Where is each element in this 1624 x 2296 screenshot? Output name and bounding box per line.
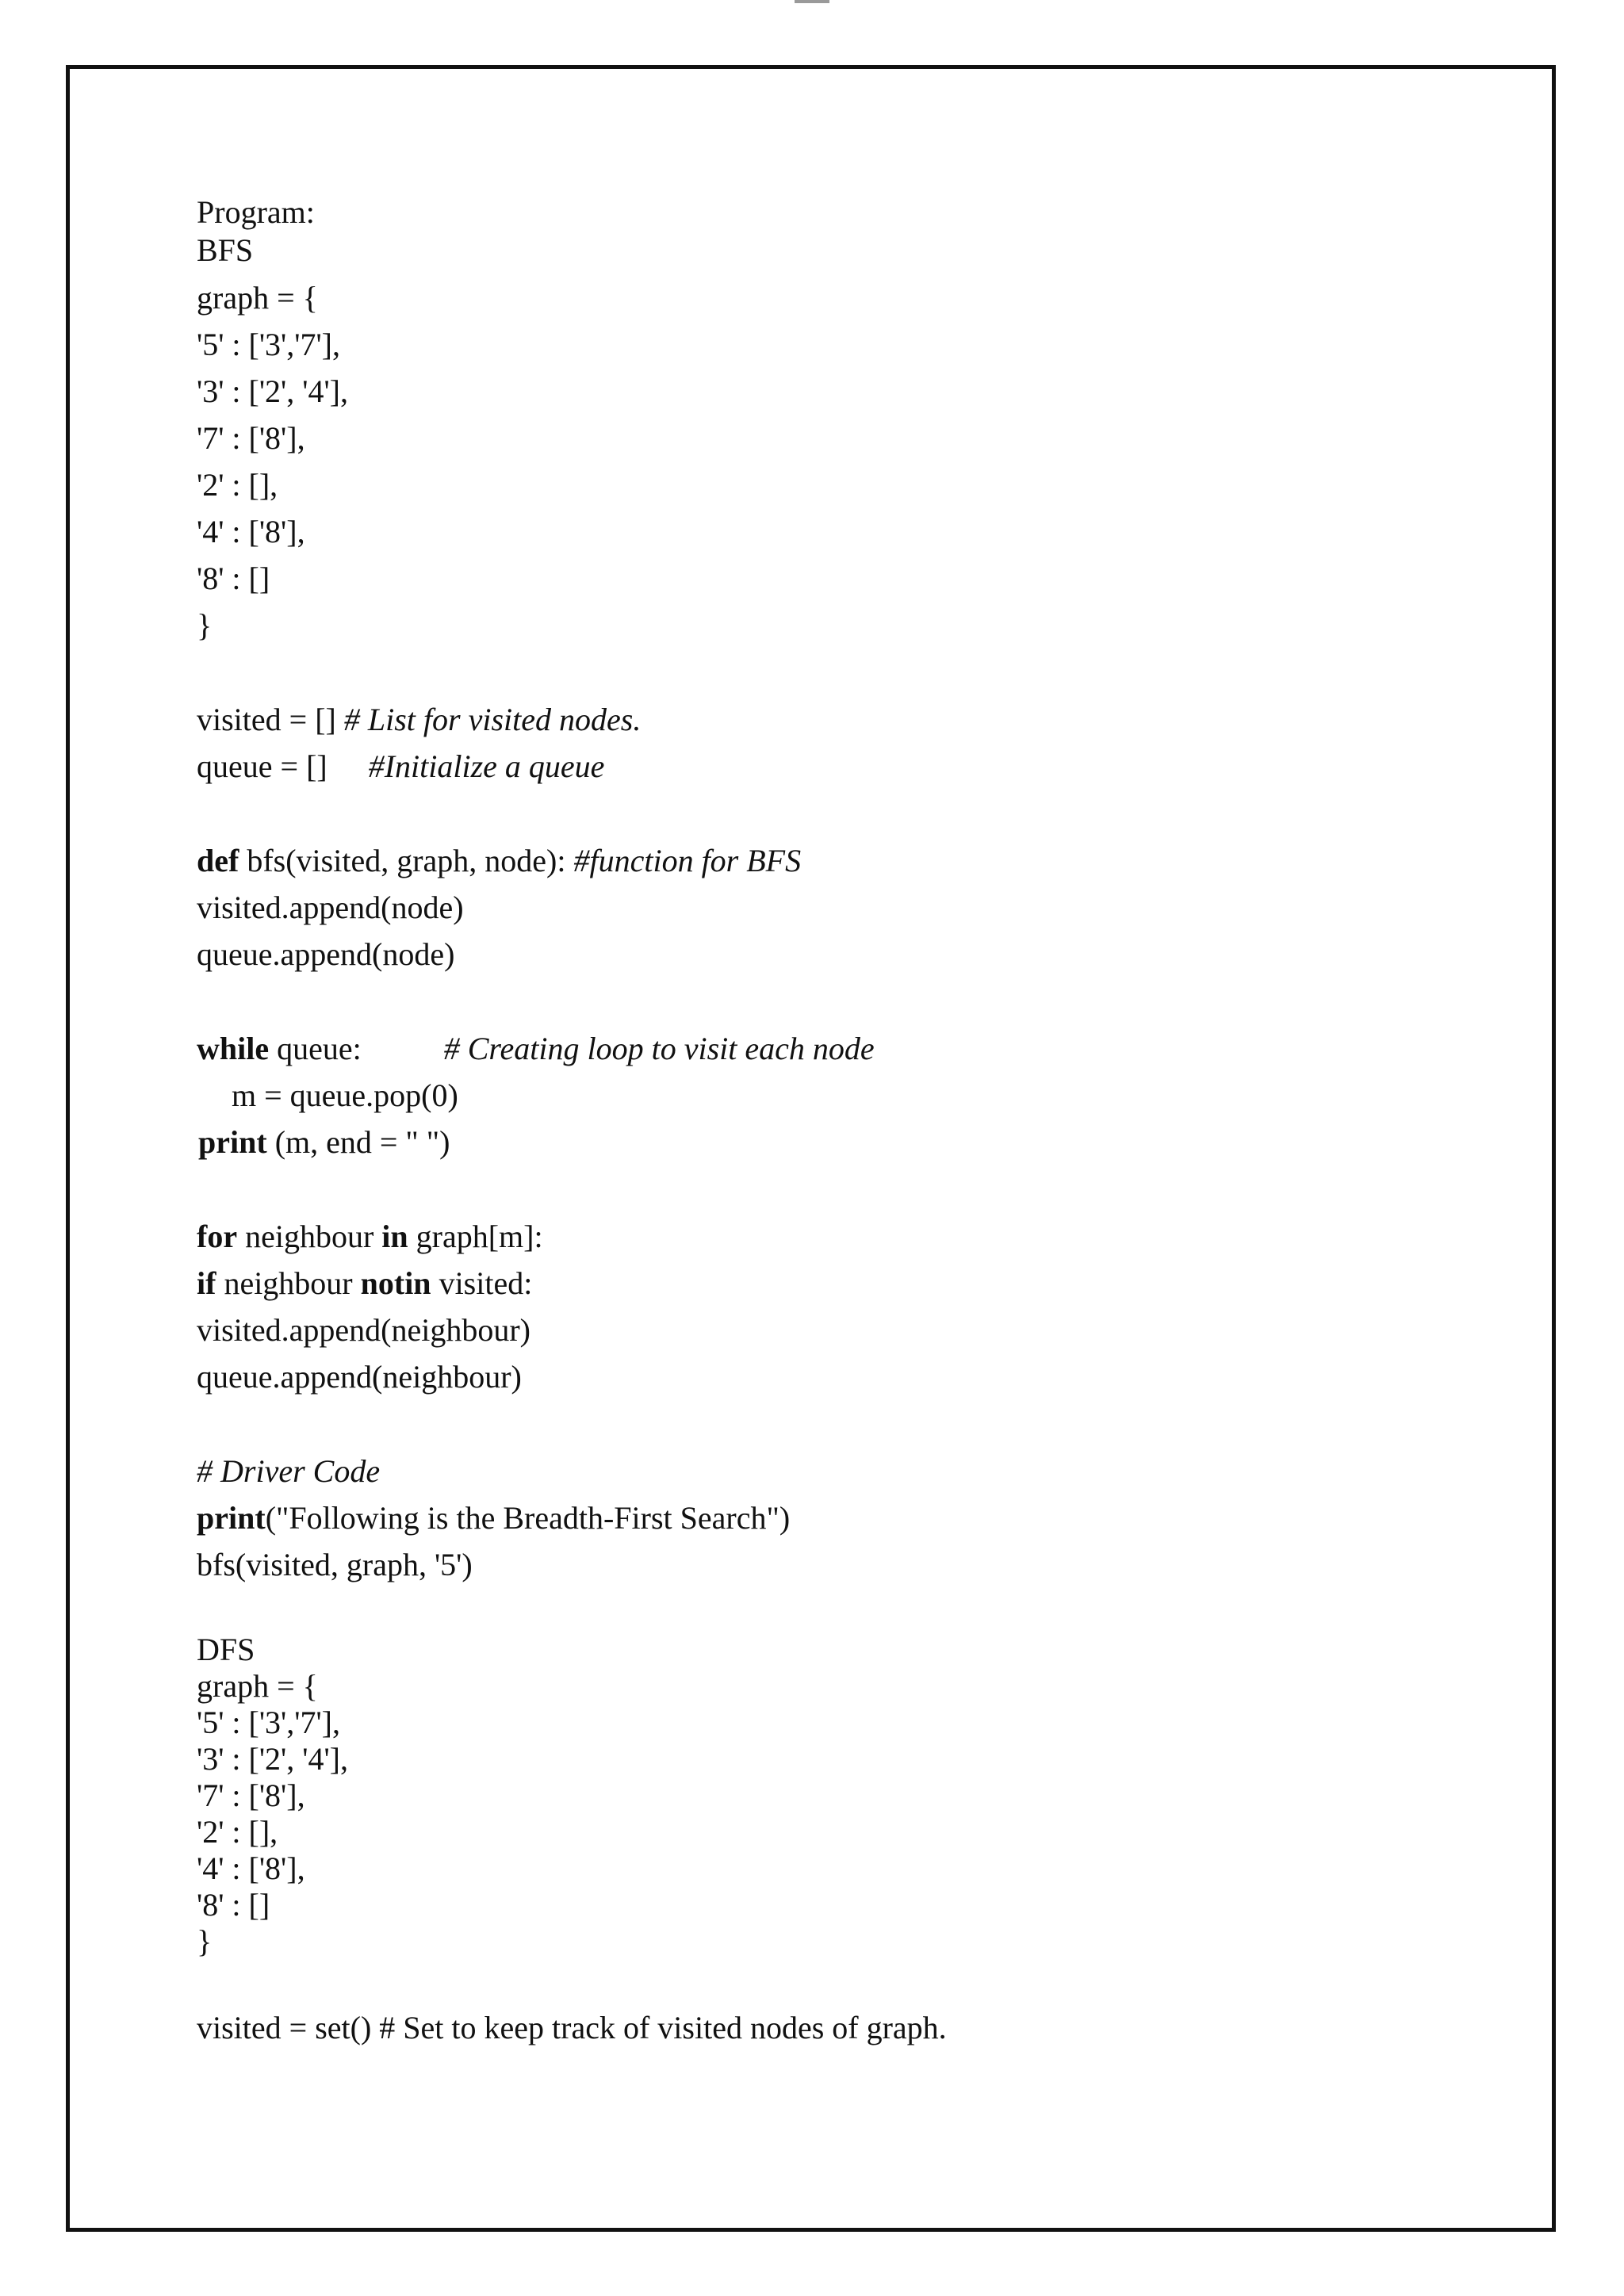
- for-keyword: for: [197, 1219, 238, 1254]
- bfs-graph-entry: '7' : ['8'],: [197, 420, 305, 456]
- dfs-graph-entry: '4' : ['8'],: [197, 1850, 305, 1886]
- while-code: queue:: [269, 1031, 362, 1066]
- while-comment: # Creating loop to visit each node: [443, 1031, 875, 1066]
- dfs-graph-close: }: [197, 1923, 213, 1959]
- print-code: (m, end = " "): [266, 1124, 450, 1160]
- dfs-graph-entry: '7' : ['8'],: [197, 1777, 305, 1813]
- dfs-graph-entry: '3' : ['2', '4'],: [197, 1741, 348, 1777]
- dfs-graph-entry: '2' : [],: [197, 1814, 278, 1850]
- bfs-call-line: bfs(visited, graph, '5'): [197, 1547, 473, 1582]
- for-mid: neighbour: [237, 1219, 382, 1254]
- notin-keyword: notin: [360, 1265, 431, 1301]
- bfs-graph-entry: '4' : ['8'],: [197, 514, 305, 549]
- queue-line: [197, 748, 604, 786]
- visited-line: [197, 701, 641, 739]
- bfs-graph-open: graph = {: [197, 280, 318, 316]
- dfs-graph-entry: '8' : []: [197, 1887, 270, 1923]
- while-keyword: while: [197, 1031, 270, 1066]
- header-mark: [795, 0, 829, 3]
- visited-append-neighbour-line: visited.append(neighbour): [197, 1312, 530, 1348]
- pop-line: m = queue.pop(0): [232, 1077, 458, 1113]
- bfs-graph-entry: '8' : []: [197, 561, 270, 596]
- def-line: [197, 842, 801, 880]
- print-keyword: print: [198, 1124, 267, 1160]
- driver-comment: # Driver Code: [197, 1453, 381, 1489]
- queue-append-line: queue.append(node): [197, 936, 455, 972]
- def-comment: #function for BFS: [573, 843, 802, 878]
- print-header-code: ("Following is the Breadth-First Search"): [265, 1500, 791, 1536]
- program-label: Program:: [197, 194, 315, 230]
- bfs-title: BFS: [197, 232, 254, 268]
- print-line: [198, 1123, 450, 1161]
- print-keyword: print: [197, 1500, 266, 1536]
- queue-comment: #Initialize a queue: [368, 748, 605, 784]
- dfs-visited-line: visited = set() # Set to keep track of visited nodes of graph.: [197, 2010, 947, 2045]
- print-header-line: [197, 1499, 790, 1537]
- bfs-graph-close: }: [197, 607, 213, 643]
- def-keyword: def: [197, 843, 239, 878]
- visited-append-line: visited.append(node): [197, 890, 464, 925]
- if-end: visited:: [431, 1265, 533, 1301]
- queue-code: queue = []: [197, 748, 327, 784]
- bfs-graph-entry: '3' : ['2', '4'],: [197, 373, 348, 409]
- if-line: [197, 1265, 532, 1303]
- queue-append-neighbour-line: queue.append(neighbour): [197, 1359, 522, 1395]
- while-line: [197, 1030, 875, 1068]
- dfs-graph-entry: '5' : ['3','7'],: [197, 1705, 340, 1740]
- dfs-graph-open: graph = {: [197, 1668, 318, 1704]
- visited-comment: # List for visited nodes.: [343, 702, 642, 737]
- for-end: graph[m]:: [408, 1219, 543, 1254]
- def-code: bfs(visited, graph, node):: [239, 843, 574, 878]
- bfs-graph-entry: '5' : ['3','7'],: [197, 327, 340, 362]
- if-keyword: if: [197, 1265, 216, 1301]
- in-keyword: in: [381, 1219, 408, 1254]
- bfs-graph-entry: '2' : [],: [197, 467, 278, 503]
- visited-code: visited = []: [197, 702, 344, 737]
- for-line: [197, 1218, 543, 1256]
- dfs-title: DFS: [197, 1632, 255, 1667]
- if-mid: neighbour: [216, 1265, 361, 1301]
